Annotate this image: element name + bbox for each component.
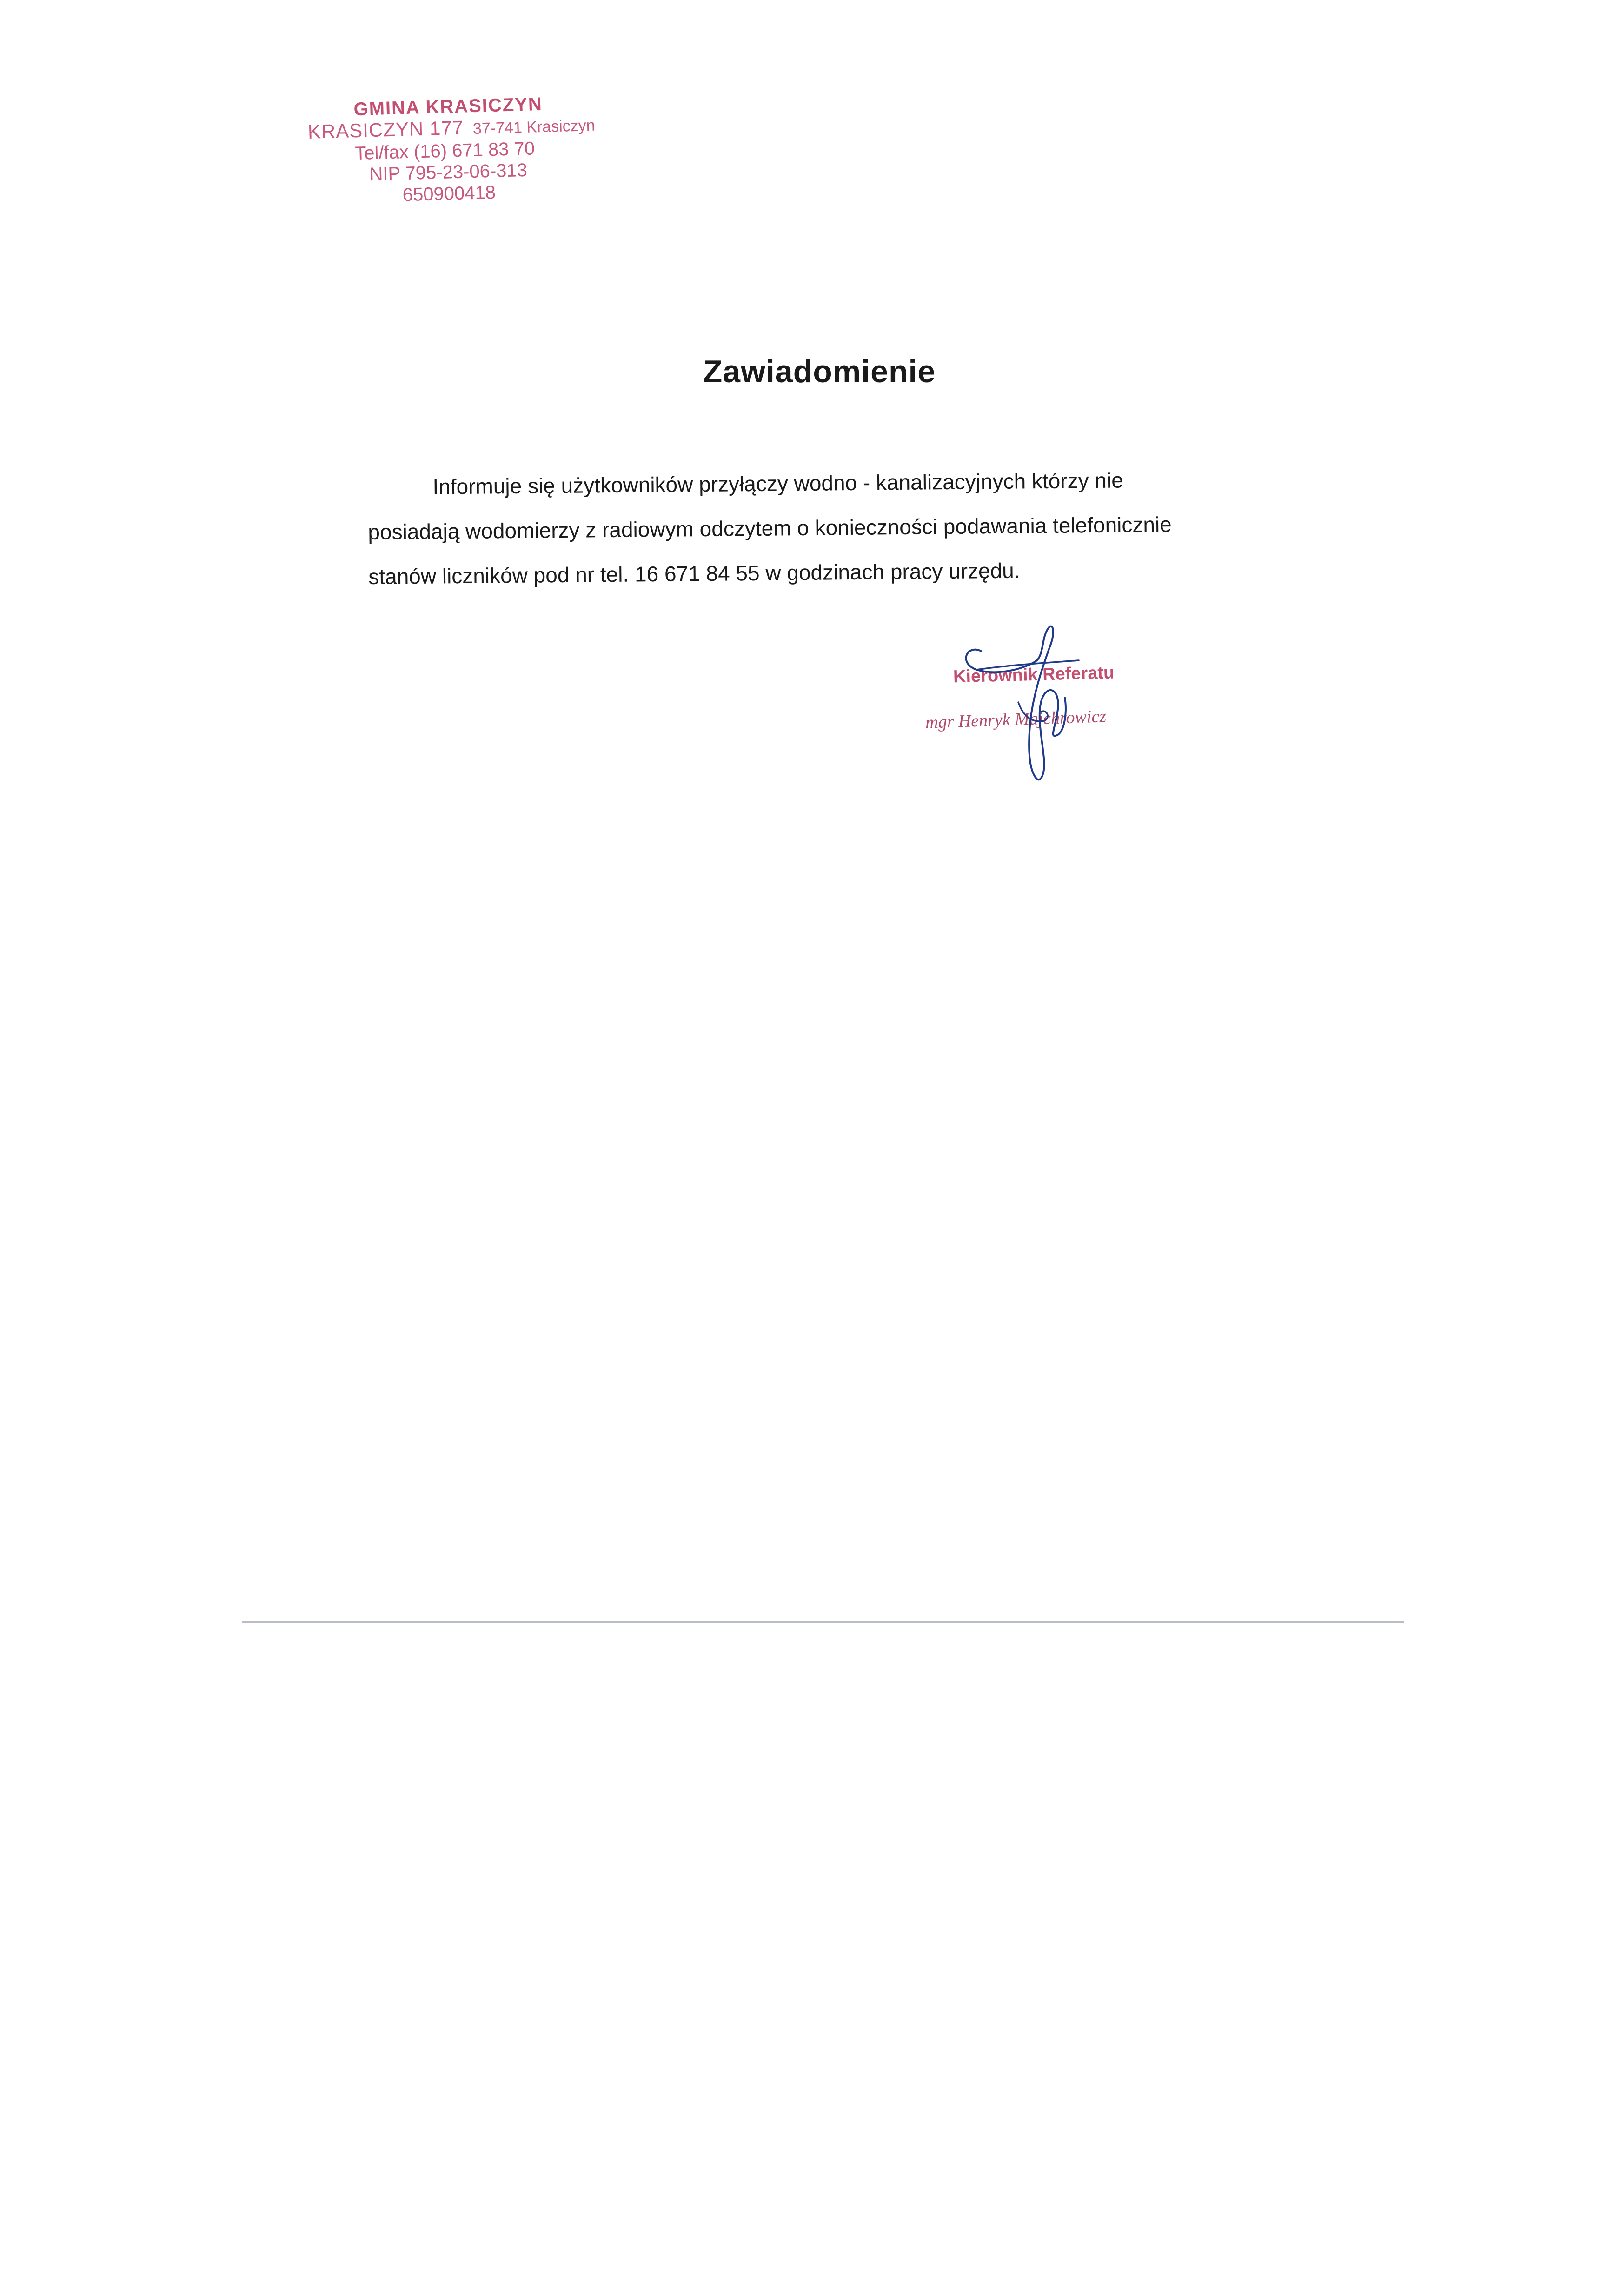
stamp-address-main: KRASICZYN 177 (307, 116, 464, 143)
stamp-nip: NIP 795-23-06-313 (369, 160, 528, 185)
handwritten-signature (925, 619, 1186, 786)
municipality-stamp (307, 92, 607, 208)
body-line: Informuje się użytkowników przyłączy wodno - kanalizacyjnych którzy nie (432, 468, 1124, 499)
bottom-divider (242, 1621, 1404, 1623)
body-line: stanów liczników pod nr tel. 16 671 84 55 w godzinach pracy urzędu. (368, 558, 1020, 589)
document-title: Zawiadomienie (703, 354, 936, 389)
signature-block (925, 619, 1186, 786)
stamp-phone: Tel/fax (16) 671 83 70 (354, 138, 535, 164)
body-line: posiadają wodomierzy z radiowym odczytem o konieczności podawania telefonicznie (368, 512, 1172, 544)
stamp-address-postal: 37-741 Krasiczyn (472, 116, 596, 138)
stamp-name: GMINA KRASICZYN (353, 93, 543, 120)
signature-position-title: Kierownik Referatu (953, 663, 1115, 687)
notice-body (367, 456, 1299, 599)
stamp-regon: 650900418 (402, 182, 496, 206)
signature-name: mgr Henryk Majchrowicz (925, 706, 1107, 732)
